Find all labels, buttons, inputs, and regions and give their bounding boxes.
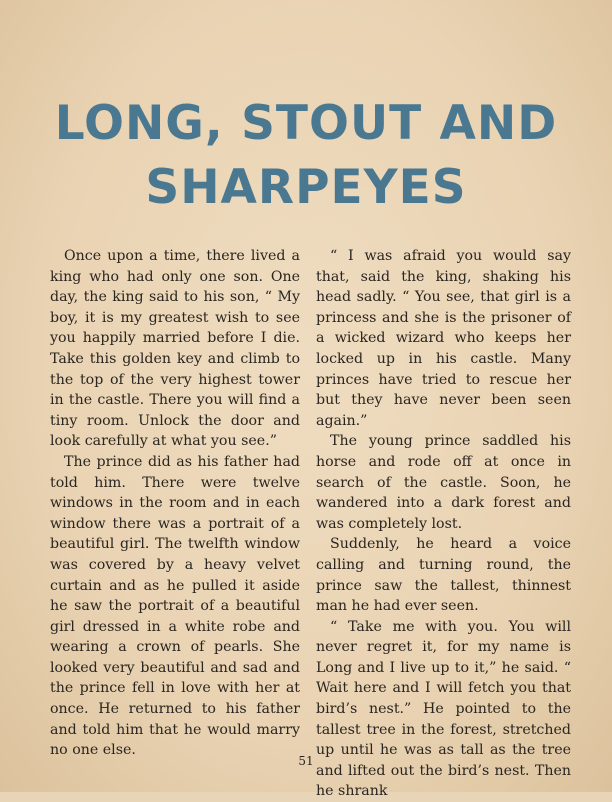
left-column xyxy=(50,246,300,761)
paragraph: “ Take me with you. You will never regret it, for my name is Long and I live up to it,” he said. “ Wait here and I will fetch you that bird’s nest.” He pointed to the tallest tree in the forest, stretched up until he was as tall as the tree and lifted out the bird’s nest. Then he shrank xyxy=(316,618,571,800)
story-title-line-2: SHARPEYES xyxy=(145,160,467,215)
page-number: 51 xyxy=(298,754,314,768)
right-column xyxy=(316,246,571,802)
paragraph: Once upon a time, there lived a king who had only one son. One day, the king said to his son, “ My boy, it is my greatest wish to see you happily married before I die. Take this golden key and climb to the top of the very highest tower in the castle. There you will find a tiny room. Unlock the door and look carefully at what you see.” xyxy=(50,248,300,450)
paragraph: “ I was afraid you would say that, said the king, shaking his head sadly. “ You see, that girl is a princess and she is the prisoner of a wicked wizard who keeps her locked up in his castle. Many princes have tried to rescue her but they have never been seen again.” xyxy=(316,248,571,429)
paragraph: The young prince saddled his horse and rode off at once in search of the castle. Soon, he wandered into a dark forest and was completely lost. xyxy=(316,433,571,532)
story-title-line-1: LONG, STOUT AND xyxy=(54,96,558,151)
paragraph: Suddenly, he heard a voice calling and turning round, the prince saw the tallest, thinnest man he had ever seen. xyxy=(316,536,571,615)
paragraph: The prince did as his father had told him. There were twelve windows in the room and in each window there was a portrait of a beautiful girl. The twelfth window was covered by a heavy velvet curtain and as he pulled it aside he saw the portrait of a beautiful girl dressed in a white robe and wearing a crown of pearls. She looked very beautiful and sad and the prince fell in love with her at once. He returned to his father and told him that he would marry no one else. xyxy=(50,453,300,759)
